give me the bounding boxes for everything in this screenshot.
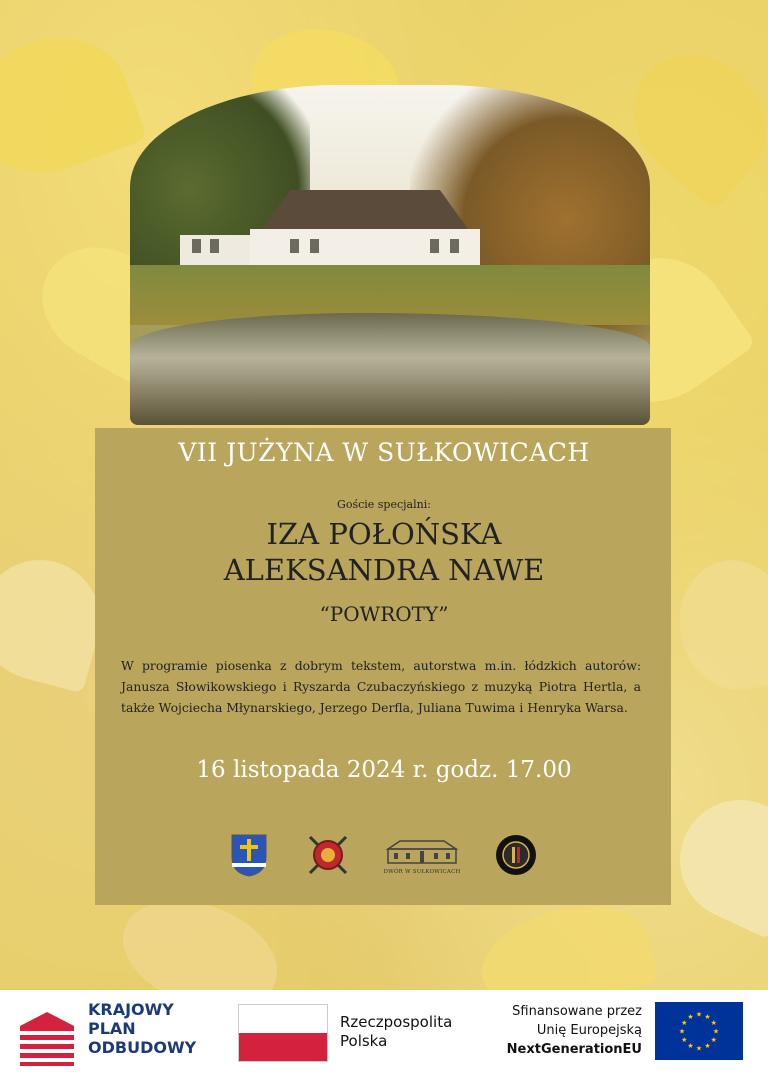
eu-star-icon: ★ — [678, 1027, 686, 1036]
rp-line-1: Rzeczpospolita — [340, 1013, 453, 1031]
kpo-line-1: KRAJOWY — [88, 1000, 174, 1019]
ginkgo-leaf — [660, 780, 768, 939]
eu-star-icon: ★ — [712, 1027, 720, 1036]
event-title: VII JUŻYNA W SUŁKOWICACH — [178, 438, 590, 467]
event-date: 16 listopada 2024 r. godz. 17.00 — [196, 757, 572, 783]
eu-star-icon: ★ — [704, 1012, 711, 1021]
program-description: W programie piosenka z dobrym tekstem, autorstwa m.in. łódzkich autorów: Janusza Słowikowskiego i Ryszarda Czubaczyńskiego z muzyką Piotra Hertla, a także Wojciecha Młynarskiego, Jerzego Derfla, Juliana Tuwima i Henryka Warsa. — [121, 658, 641, 715]
sponsor-logos — [222, 833, 532, 883]
eu-flag-icon — [655, 1002, 743, 1060]
eu-star-icon: ★ — [695, 1010, 703, 1019]
kpo-logo-icon — [20, 1012, 74, 1066]
manor-house-photo — [130, 85, 650, 425]
eu-star-icon: ★ — [695, 1044, 703, 1053]
eu-star-icon: ★ — [681, 1019, 688, 1027]
guests-label: Goście specjalni: — [337, 498, 431, 511]
guest-name-1: IZA POŁOŃSKA — [266, 517, 502, 551]
eu-star-icon: ★ — [710, 1019, 717, 1027]
manor-logo-caption: DWÓR W SUŁKOWICACH — [383, 869, 461, 875]
funding-line-1: Sfinansowane przez — [512, 1004, 642, 1019]
guest-name-2: ALEKSANDRA NAWE — [223, 553, 545, 587]
kpo-name — [88, 1000, 196, 1057]
kpo-line-3: ODBUDOWY — [88, 1038, 197, 1057]
funding-statement — [470, 1002, 642, 1059]
ginkgo-leaf — [0, 17, 147, 194]
municipality-crest-icon — [230, 833, 268, 877]
eu-star-icon: ★ — [687, 1042, 694, 1051]
eu-star-icon: ★ — [704, 1042, 711, 1051]
program-title: “POWROTY” — [319, 602, 449, 626]
eu-star-icon: ★ — [681, 1036, 688, 1044]
polish-flag-icon — [238, 1004, 328, 1062]
funding-line-2: Unię Europejską — [536, 1023, 642, 1038]
eu-star-icon: ★ — [710, 1036, 717, 1044]
rp-line-2: Polska — [340, 1032, 388, 1050]
eu-star-icon: ★ — [687, 1012, 694, 1021]
guest-names — [0, 516, 768, 588]
funding-footer — [0, 990, 768, 1088]
funding-line-3: NextGenerationEU — [506, 1042, 642, 1057]
kpo-line-2: PLAN — [88, 1019, 136, 1038]
rp-name — [340, 1013, 452, 1051]
folk-ensemble-badge-icon — [494, 833, 538, 877]
fire-brigade-emblem-icon — [306, 833, 350, 877]
